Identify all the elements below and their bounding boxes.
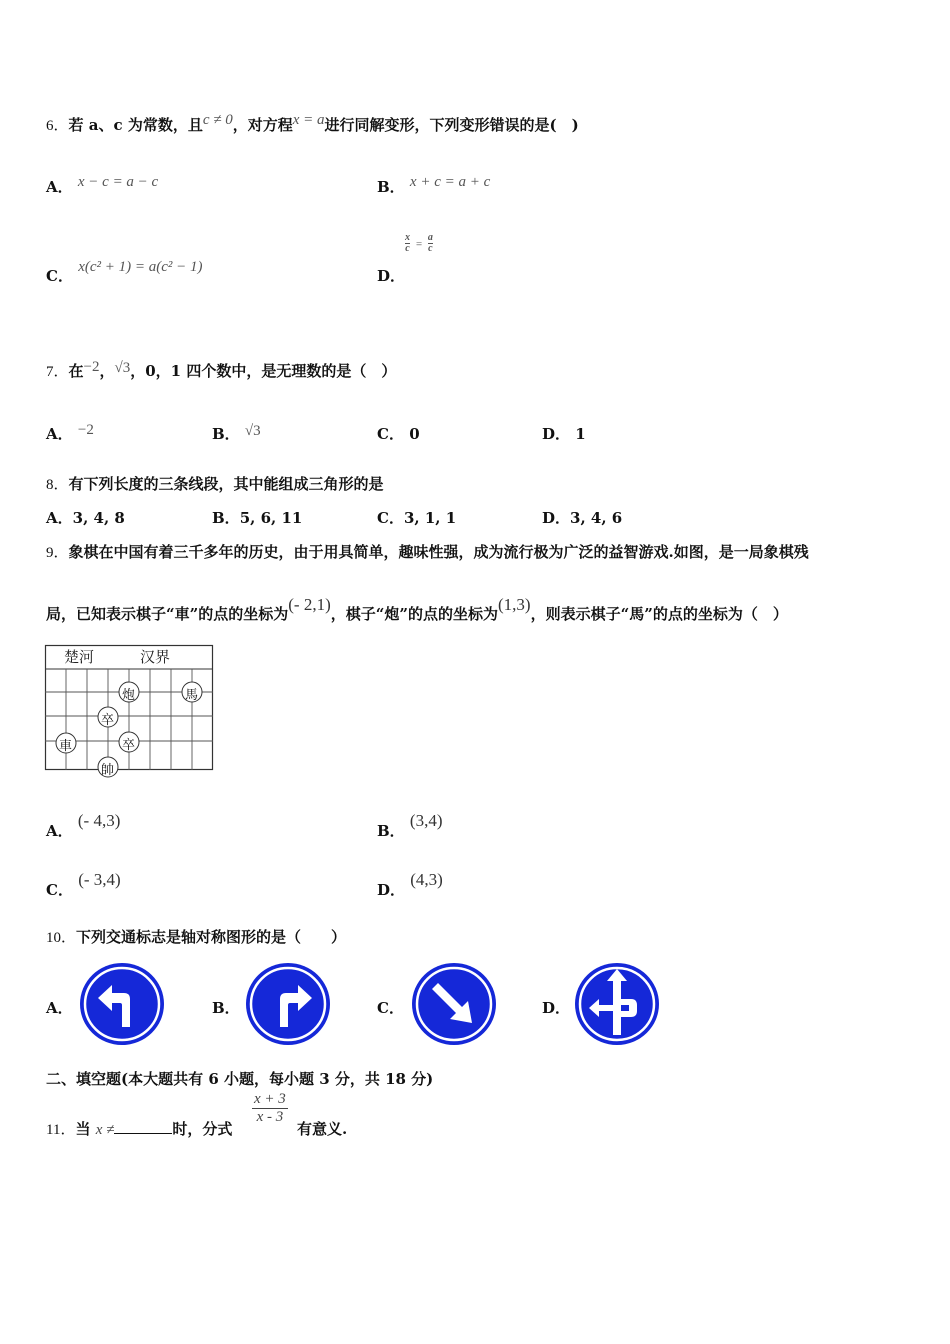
down-right-arrow-icon[interactable] bbox=[410, 961, 498, 1047]
q8-number: 8． bbox=[46, 477, 69, 493]
option-label: D． bbox=[542, 509, 571, 527]
q7-stem bbox=[46, 360, 396, 381]
q11-denominator: x - 3 bbox=[256, 1109, 284, 1125]
q6-text-a: 若 a、c 为常数，且 bbox=[68, 116, 203, 134]
q9-option-b[interactable] bbox=[377, 811, 443, 841]
piece-chariot: 車 bbox=[59, 739, 73, 754]
piece-soldier-1: 卒 bbox=[101, 713, 115, 728]
q6-stem bbox=[46, 114, 579, 135]
option-value: 3, 4, 8 bbox=[72, 509, 125, 527]
option-label: A． bbox=[46, 425, 73, 443]
option-label: A． bbox=[46, 509, 73, 527]
q6-text-b: ，对方程 bbox=[232, 116, 293, 134]
q9-option-d-value: (4,3) bbox=[410, 870, 443, 889]
option-label: C． bbox=[377, 425, 404, 443]
q7-option-c-value: 0 bbox=[409, 425, 420, 443]
q6-option-c-expr: x(c² + 1) = a(c² − 1) bbox=[78, 259, 203, 275]
q10-option-c-label[interactable]: C． bbox=[377, 999, 404, 1017]
option-value: 3, 1, 1 bbox=[403, 509, 457, 527]
q6-option-b[interactable] bbox=[377, 176, 490, 197]
numerator: a bbox=[427, 232, 433, 243]
q11-answer-blank[interactable] bbox=[114, 1119, 172, 1134]
q8-option-d[interactable] bbox=[542, 507, 622, 528]
q10-option-a-label[interactable]: A． bbox=[46, 999, 73, 1017]
straight-or-left-right-arrow-icon[interactable] bbox=[573, 961, 661, 1047]
q7-option-b[interactable] bbox=[212, 423, 261, 444]
q9-line1 bbox=[46, 541, 809, 562]
q10-number: 10． bbox=[46, 930, 77, 946]
option-label: B． bbox=[212, 425, 240, 443]
q9-text-b: ，棋子“炮”的点的坐标为 bbox=[330, 605, 499, 623]
q11-stem bbox=[46, 1118, 232, 1139]
q11-numerator: x + 3 bbox=[254, 1091, 286, 1107]
q11-fraction bbox=[252, 1091, 288, 1126]
q9-text-a: 局，已知表示棋子“車”的点的坐标为 bbox=[46, 605, 289, 623]
piece-soldier-2: 卒 bbox=[122, 738, 136, 753]
piece-cannon: 炮 bbox=[122, 688, 136, 703]
q9-number: 9． bbox=[46, 545, 69, 561]
q9-option-a[interactable] bbox=[46, 811, 121, 841]
option-label: D． bbox=[377, 881, 406, 899]
q6-option-b-expr: x + c = a + c bbox=[409, 174, 491, 190]
q9-option-d[interactable] bbox=[377, 870, 443, 900]
q10-stem bbox=[46, 926, 346, 947]
option-label: A． bbox=[46, 822, 73, 840]
q7-option-d[interactable] bbox=[542, 423, 586, 444]
q8-option-a[interactable] bbox=[46, 507, 125, 528]
denominator: c bbox=[405, 243, 410, 254]
q7-number: 7． bbox=[46, 364, 69, 380]
option-label: A． bbox=[46, 178, 73, 196]
q9-text-c: ，则表示棋子“馬”的点的坐标为（ ） bbox=[530, 605, 788, 623]
q9-option-b-value: (3,4) bbox=[409, 811, 443, 830]
chess-board-figure bbox=[45, 645, 215, 778]
q6-option-a[interactable] bbox=[46, 176, 158, 197]
numerator: x bbox=[405, 232, 410, 243]
q7-option-d-value: 1 bbox=[575, 425, 586, 443]
q10-option-d-label[interactable]: D． bbox=[542, 999, 571, 1017]
q7-option-c[interactable] bbox=[377, 423, 420, 444]
q9-option-c-value: (- 3,4) bbox=[78, 870, 121, 889]
piece-horse: 馬 bbox=[185, 688, 199, 703]
q11-var: x ≠ bbox=[95, 1122, 115, 1138]
option-label: C． bbox=[46, 881, 73, 899]
option-label: B． bbox=[377, 822, 405, 840]
option-value: 5, 6, 11 bbox=[239, 509, 303, 527]
q7-text-b: ，0，1 四个数中，是无理数的是（ ） bbox=[130, 362, 397, 380]
fraction bbox=[405, 233, 410, 254]
board-river-right: 汉界 bbox=[140, 648, 171, 666]
q7-option-a[interactable] bbox=[46, 423, 94, 444]
q11-number: 11． bbox=[46, 1122, 76, 1138]
equals-sign: = bbox=[415, 238, 423, 251]
q6-option-d-expr bbox=[405, 233, 433, 254]
q8-stem bbox=[46, 473, 384, 494]
q9-c1: (- 2,1) bbox=[288, 595, 331, 614]
fraction bbox=[252, 1091, 288, 1126]
option-label: D． bbox=[542, 425, 571, 443]
q6-option-a-expr: x − c = a − c bbox=[77, 174, 159, 190]
q8-option-b[interactable] bbox=[212, 507, 302, 528]
fraction bbox=[428, 233, 433, 254]
turn-left-arrow-icon[interactable] bbox=[78, 961, 166, 1047]
q9-c2: (1,3) bbox=[498, 595, 531, 614]
q9-option-c[interactable] bbox=[46, 870, 121, 900]
piece-general: 帥 bbox=[101, 763, 115, 778]
q7-sep1: ， bbox=[99, 362, 115, 380]
q6-option-c[interactable] bbox=[46, 259, 203, 286]
q11-text-b: 时，分式 bbox=[172, 1120, 233, 1138]
board-river-left: 楚河 bbox=[64, 648, 95, 666]
q9-line2 bbox=[46, 595, 788, 624]
section2-title: 二、填空题(本大题共有 6 小题，每小题 3 分，共 18 分) bbox=[46, 1070, 434, 1088]
q8-text: 有下列长度的三条线段，其中能组成三角形的是 bbox=[68, 475, 384, 493]
option-label: B． bbox=[377, 178, 405, 196]
q7-text-a: 在 bbox=[68, 362, 84, 380]
q10-text: 下列交通标志是轴对称图形的是（ ） bbox=[76, 928, 347, 946]
denominator: c bbox=[428, 243, 433, 254]
q11-text-a: 当 bbox=[75, 1120, 91, 1138]
q6-option-d[interactable] bbox=[377, 232, 433, 286]
q10-option-b-label[interactable]: B． bbox=[212, 999, 240, 1017]
q7-option-b-value: √3 bbox=[244, 423, 261, 439]
q7-v2: √3 bbox=[114, 360, 131, 376]
q6-text-c: 进行同解变形，下列变形错误的是( ) bbox=[324, 116, 579, 134]
q6-number: 6． bbox=[46, 118, 69, 134]
option-label: D． bbox=[377, 267, 406, 285]
q9-line1-text: 象棋在中国有着三千多年的历史，由于用具简单，趣味性强，成为流行极为广泛的益智游戏.如图，是一局象棋残 bbox=[68, 543, 809, 561]
q7-v1: −2 bbox=[83, 359, 100, 375]
option-label: C． bbox=[46, 267, 73, 285]
q11-text-c: 有意义. bbox=[297, 1120, 348, 1138]
option-value: 3, 4, 6 bbox=[570, 509, 623, 527]
q7-option-a-value: −2 bbox=[77, 422, 94, 438]
q9-option-a-value: (- 4,3) bbox=[77, 811, 121, 830]
q8-option-c[interactable] bbox=[377, 507, 456, 528]
q6-eq: x = a bbox=[292, 112, 325, 128]
turn-right-arrow-icon[interactable] bbox=[244, 961, 332, 1047]
q6-cond: c ≠ 0 bbox=[202, 112, 233, 128]
option-label: B． bbox=[212, 509, 240, 527]
option-label: C． bbox=[377, 509, 404, 527]
